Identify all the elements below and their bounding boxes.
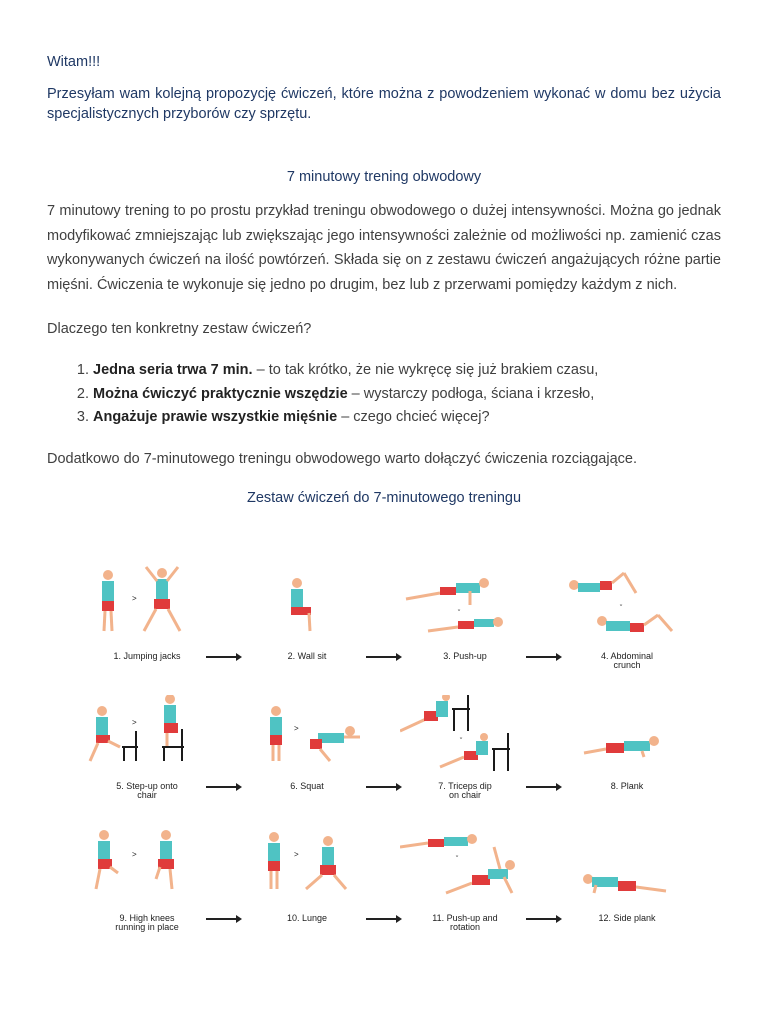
svg-text:>: > (132, 594, 137, 603)
svg-text:˘: ˘ (620, 605, 623, 612)
svg-text:>: > (132, 850, 137, 859)
arrow-icon (526, 918, 560, 920)
exercise-squat (242, 695, 372, 807)
push-up-rotation-figure (400, 827, 530, 913)
crunch-figure (562, 565, 692, 651)
wall-sit-figure (242, 565, 372, 651)
triceps-dip-figure (400, 695, 530, 781)
exercise-wall-sit (242, 565, 372, 677)
list-item: 2. Można ćwiczyć praktycznie wszędzie – wystarczy podłoga, ściana i krzesło, (93, 383, 721, 407)
exercise-push-up (400, 565, 530, 677)
exercise-jumping-jacks (82, 565, 212, 677)
svg-text:>: > (294, 724, 299, 733)
arrow-icon (366, 786, 400, 788)
plank-figure (562, 695, 692, 781)
arrow-icon (206, 786, 240, 788)
squat-figure (242, 695, 372, 781)
push-up-figure (400, 565, 530, 651)
exercise-label: 2. Wall sit (287, 651, 327, 661)
question-text: Dlaczego ten konkretny zestaw ćwiczeń? (47, 321, 312, 337)
jumping-jacks-figure (82, 565, 212, 651)
exercise-step-up (82, 695, 212, 807)
arrow-icon (366, 656, 400, 658)
lunge-figure (242, 827, 372, 913)
document-page (47, 52, 721, 508)
body-paragraph: 7 minutowy trening to po prostu przykład treningu obwodowego o dużej intensywności. Można go jednak modyfikować zmniejszając lub zwiększając jego intensywności zależnie od możliwości np. zamienić czas wykonywanych ćwiczeń na ilość powtórzeń. Składa się on z zestawu ćwiczeń angażujących różne partie mięśni. Ćwiczenia te wykonuje się jedno po drugim, bez lub z przerwami pomiędzy każdym z nich. (47, 203, 721, 293)
list-item: 1. Jedna seria trwa 7 min. – to tak krótko, że nie wykręcę się już brakiem czasu, (93, 359, 721, 383)
exercise-abdominal-crunch (562, 565, 692, 677)
list-item: 3. Angażuje prawie wszystkie mięśnie – czego chcieć więcej? (93, 406, 721, 430)
svg-text:˘: ˘ (456, 856, 459, 863)
exercise-triceps-dip (400, 695, 530, 807)
svg-text:>: > (132, 718, 137, 727)
exercise-label: 1. Jumping jacks (113, 651, 181, 661)
greeting: Witam!!! (47, 54, 101, 70)
reasons-list (47, 359, 721, 430)
exercise-label: 5. Step-up onto chair (116, 781, 178, 800)
exercise-label: 11. Push-up and rotation (432, 913, 498, 932)
exercise-label: 10. Lunge (286, 913, 328, 923)
exercise-illustration (82, 565, 692, 945)
svg-text:˘: ˘ (460, 738, 463, 745)
step-up-figure (82, 695, 212, 781)
extra-text: Dodatkowo do 7-minutowego treningu obwodowego warto dołączyć ćwiczenia rozciągające. (47, 450, 637, 467)
section-title: 7 minutowy trening obwodowy (286, 169, 482, 185)
exercise-push-up-rotation (400, 827, 530, 939)
high-knees-figure (82, 827, 212, 913)
intro-text: Przesyłam wam kolejną propozycję ćwiczeń, które można z powodzeniem wykonać w domu bez użycia specjalistycznych przyborów czy sprzętu. (47, 86, 721, 122)
arrow-icon (526, 786, 560, 788)
arrow-icon (366, 918, 400, 920)
exercise-label: 7. Triceps dip on chair (438, 781, 492, 800)
exercise-label: 8. Plank (610, 781, 644, 791)
exercise-label: 12. Side plank (598, 913, 656, 923)
exercise-high-knees (82, 827, 212, 939)
arrow-icon (206, 918, 240, 920)
exercise-side-plank (562, 827, 692, 939)
exercise-label: 4. Abdominal crunch (600, 651, 654, 670)
exercise-lunge (242, 827, 372, 939)
svg-text:>: > (294, 850, 299, 859)
exercise-label: 6. Squat (290, 781, 324, 791)
arrow-icon (526, 656, 560, 658)
set-title: Zestaw ćwiczeń do 7-minutowego treningu (246, 489, 522, 506)
arrow-icon (206, 656, 240, 658)
exercise-label: 9. High knees running in place (115, 913, 179, 932)
side-plank-figure (562, 827, 692, 913)
svg-text:˘: ˘ (458, 610, 461, 617)
exercise-plank (562, 695, 692, 807)
exercise-label: 3. Push-up (443, 651, 487, 661)
